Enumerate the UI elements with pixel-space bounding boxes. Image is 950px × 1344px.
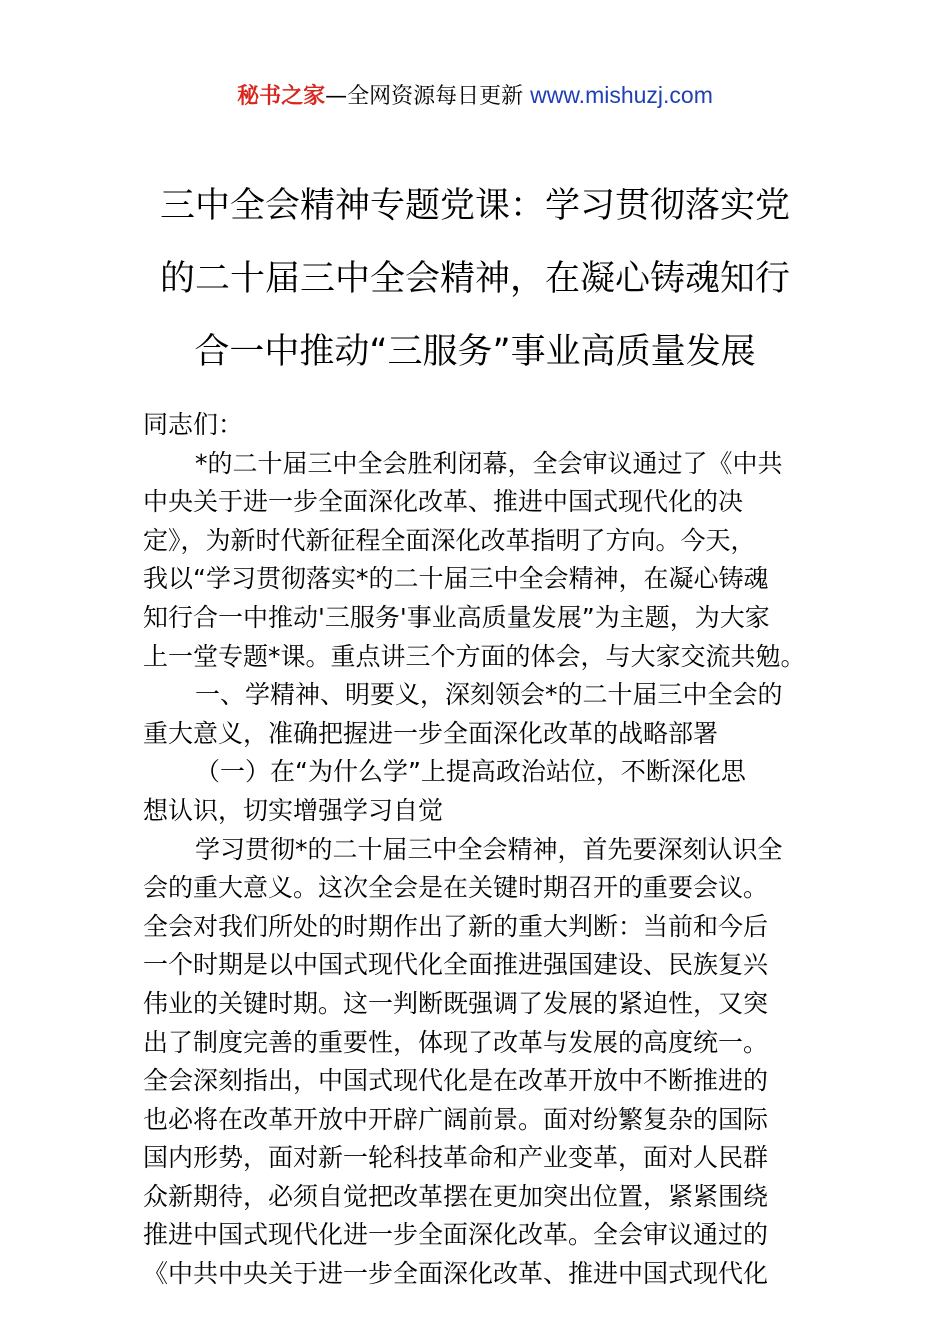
document-title [100, 170, 850, 389]
body-line: 也必将在改革开放中开辟广阔前景。面对纷繁复杂的国际 [143, 1104, 769, 1134]
body-line: 全会深刻指出，中国式现代化是在改革开放中不断推进的 [143, 1066, 769, 1096]
body-line: 伟业的关键时期。这一判断既强调了发展的紧迫性，又突 [143, 988, 769, 1018]
site-url-link[interactable]: www.mishuzj.com [530, 82, 713, 108]
body-line: 知行合一中推动'三服务'事业高质量发展”为主题，为大家 [143, 602, 770, 632]
body-line: 定》，为新时代新征程全面深化改革指明了方向。今天， [143, 525, 756, 555]
salutation: 同志们： [143, 410, 244, 439]
body-line: 中央关于进一步全面深化改革、推进中国式现代化的决 [143, 487, 744, 517]
body-line: 会的重大意义。这次全会是在关键时期召开的重要会议。 [143, 873, 769, 903]
body-line: *的二十届三中全会胜利闭幕，全会审议通过了《中共 [195, 448, 783, 478]
subsection-heading-line: 想认识，切实增强学习自觉 [143, 795, 444, 825]
section-heading-line: 一、学精神、明要义，深刻领会*的二十届三中全会的 [195, 680, 783, 710]
body-line: 众新期待，必须自觉把改革摆在更加突出位置，紧紧围绕 [143, 1181, 769, 1211]
body-line: 全会对我们所处的时期作出了新的重大判断：当前和今后 [143, 911, 769, 941]
body-line: 我以“学习贯彻落实*的二十届三中全会精神，在凝心铸魂 [143, 564, 769, 594]
document-body [143, 406, 813, 1294]
site-header [0, 78, 950, 114]
section-heading-line: 重大意义，准确把握进一步全面深化改革的战略部署 [143, 718, 719, 748]
body-line: 出了制度完善的重要性，体现了改革与发展的高度统一。 [143, 1027, 769, 1057]
body-line: 推进中国式现代化进一步全面深化改革。全会审议通过的 [143, 1220, 769, 1250]
subsection-heading-line: （一）在“为什么学”上提高政治站位，不断深化思 [195, 757, 746, 787]
title-line-2: 的二十届三中全会精神，在凝心铸魂知行 [159, 259, 790, 299]
body-line: 一个时期是以中国式现代化全面推进强国建设、民族复兴 [143, 950, 769, 980]
title-line-3: 合一中推动“三服务”事业高质量发展 [194, 332, 756, 372]
site-tagline: —全网资源每日更新 [325, 84, 531, 109]
body-line: 学习贯彻*的二十届三中全会精神，首先要深刻认识全 [195, 834, 783, 864]
site-brand: 秘书之家 [237, 84, 326, 109]
title-line-1: 三中全会精神专题党课：学习贯彻落实党 [159, 186, 790, 226]
body-line: 《中共中央关于进一步全面深化改革、推进中国式现代化 [143, 1259, 769, 1289]
body-line: 上一堂专题*课。重点讲三个方面的体会，与大家交流共勉。 [143, 641, 806, 671]
body-line: 国内形势，面对新一轮科技革命和产业变革，面对人民群 [143, 1143, 769, 1173]
